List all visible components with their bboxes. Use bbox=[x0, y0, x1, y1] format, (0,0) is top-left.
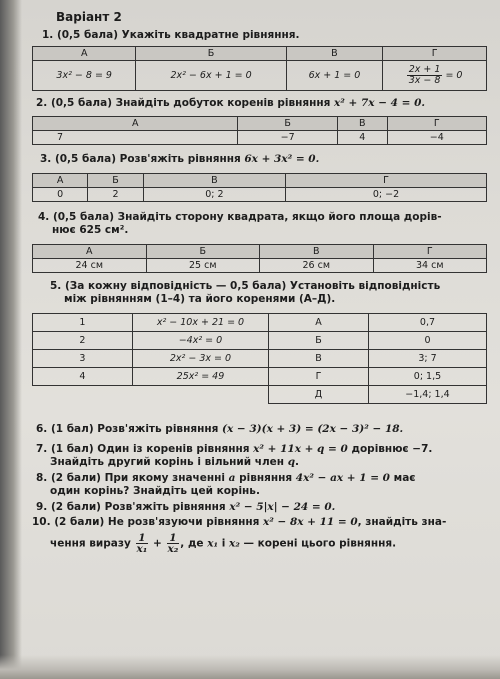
answer-roots: 3; 7 bbox=[368, 350, 486, 368]
question-10-line2 bbox=[32, 533, 487, 554]
equation-number: 2 bbox=[33, 332, 133, 350]
question-8-suffix: має bbox=[389, 472, 416, 484]
question-8-text: 8. (2 бали) При якому значенні bbox=[36, 472, 229, 484]
root-x1: x₁ bbox=[207, 537, 219, 550]
option-g: −4 bbox=[387, 131, 486, 145]
period: . bbox=[295, 456, 300, 468]
page-shadow-left bbox=[0, 0, 22, 679]
question-3-options bbox=[32, 173, 487, 202]
question-9 bbox=[36, 501, 487, 514]
question-2-options bbox=[32, 116, 487, 145]
question-3-equation: 6x + 3x² = 0. bbox=[244, 153, 320, 165]
option-g-fraction bbox=[407, 65, 443, 86]
question-6-text: 6. (1 бал) Розв'яжіть рівняння bbox=[36, 423, 222, 435]
question-3 bbox=[40, 153, 487, 166]
answer-letter: Г bbox=[269, 368, 369, 386]
option-v: 4 bbox=[337, 131, 387, 145]
answer-roots: 0; 1,5 bbox=[368, 368, 486, 386]
equation: 2x² − 3x = 0 bbox=[132, 350, 268, 368]
fraction-numerator: 1 bbox=[138, 532, 146, 544]
equation: −4x² = 0 bbox=[132, 332, 268, 350]
fraction-denominator: x₂ bbox=[167, 543, 179, 555]
option-b-header: Б bbox=[238, 117, 337, 131]
option-b-header: Б bbox=[136, 47, 286, 61]
question-7-suffix: дорівнює −7. bbox=[347, 443, 433, 455]
question-7 bbox=[36, 443, 487, 469]
question-2 bbox=[36, 97, 487, 110]
option-b: 25 см bbox=[146, 259, 260, 273]
answer-roots: 0 bbox=[368, 332, 486, 350]
question-7-line2 bbox=[36, 456, 487, 469]
question-10-line2-text: чення виразу bbox=[50, 537, 135, 550]
answer-letter: Б bbox=[269, 332, 369, 350]
option-g: 0; −2 bbox=[285, 188, 486, 202]
option-g-header: Г bbox=[285, 174, 486, 188]
equation-number: 4 bbox=[33, 368, 133, 386]
fraction-rhs: = 0 bbox=[445, 70, 463, 81]
question-1-options bbox=[32, 46, 487, 91]
option-v-header: В bbox=[286, 47, 382, 61]
question-4-text-line1: 4. (0,5 бала) Знайдіть сторону квадрата, якщо його площа дорів- bbox=[38, 211, 442, 223]
option-g-header: Г bbox=[373, 245, 487, 259]
question-7-text: 7. (1 бал) Один із коренів рівняння bbox=[36, 443, 254, 455]
question-8-mid: рівняння bbox=[235, 472, 296, 484]
option-b: 2 bbox=[88, 188, 143, 202]
question-10 bbox=[32, 516, 487, 554]
root-x2: x₂ bbox=[228, 537, 240, 550]
answer-roots: 0,7 bbox=[368, 314, 486, 332]
question-5-text-line2: між рівнянням (1–4) та його коренями (А–Д). bbox=[64, 293, 336, 305]
question-4-options bbox=[32, 244, 487, 273]
fraction-numerator: 1 bbox=[169, 532, 177, 544]
page-shadow-bottom bbox=[0, 655, 500, 679]
question-7-line2-text: Знайдіть другий корінь і вільний член bbox=[50, 456, 288, 468]
question-4 bbox=[38, 211, 487, 237]
conjunction: і bbox=[218, 537, 229, 550]
variable-a: a bbox=[228, 472, 236, 484]
question-10-suffix: , знайдіть зна- bbox=[357, 516, 447, 528]
option-a-header: А bbox=[33, 245, 147, 259]
option-v-header: В bbox=[260, 245, 374, 259]
worksheet-content bbox=[32, 10, 487, 554]
empty-cell bbox=[33, 386, 133, 404]
question-8 bbox=[36, 472, 487, 498]
question-7-equation: x² + 11x + q = 0 bbox=[253, 443, 348, 455]
question-6-equation: (x − 3)(x + 3) = (2x − 3)² − 18. bbox=[221, 423, 404, 435]
fraction-denominator: x₁ bbox=[136, 543, 148, 555]
question-1 bbox=[42, 29, 487, 42]
option-a: 7 bbox=[33, 131, 238, 145]
question-10-equation: x² − 8x + 11 = 0 bbox=[262, 516, 358, 528]
question-2-text: 2. (0,5 бала) Знайдіть добуток коренів рівняння bbox=[36, 97, 335, 109]
option-b-header: Б bbox=[146, 245, 260, 259]
question-5 bbox=[50, 280, 487, 306]
option-a: 0 bbox=[33, 188, 88, 202]
equation: 25x² = 49 bbox=[132, 368, 268, 386]
fraction-1-over-x1 bbox=[134, 533, 149, 554]
option-b-header: Б bbox=[88, 174, 143, 188]
question-8-line2: один корінь? Знайдіть цей корінь. bbox=[50, 485, 260, 497]
equation-number: 1 bbox=[33, 314, 133, 332]
question-9-equation: x² − 5|x| − 24 = 0. bbox=[229, 501, 336, 513]
question-4-text-line2: нює 625 см². bbox=[52, 224, 129, 236]
option-v-header: В bbox=[143, 174, 285, 188]
option-a-header: А bbox=[33, 117, 238, 131]
option-b: −7 bbox=[238, 131, 337, 145]
option-g-header: Г bbox=[387, 117, 486, 131]
option-a: 3x² − 8 = 9 bbox=[33, 61, 136, 91]
question-10-end: — корені цього рівняння. bbox=[239, 537, 397, 550]
question-6 bbox=[36, 423, 487, 436]
fraction-numerator: 2x + 1 bbox=[408, 64, 441, 75]
variant-title: Варіант 2 bbox=[56, 10, 122, 24]
answer-letter: Д bbox=[269, 386, 369, 404]
equation: x² − 10x + 21 = 0 bbox=[132, 314, 268, 332]
option-g-header: Г bbox=[383, 47, 487, 61]
fraction-denominator: 3x − 8 bbox=[408, 75, 441, 86]
option-a-header: А bbox=[33, 47, 136, 61]
answer-letter: В bbox=[269, 350, 369, 368]
option-a: 24 см bbox=[33, 259, 147, 273]
option-v-header: В bbox=[337, 117, 387, 131]
option-v: 26 см bbox=[260, 259, 374, 273]
equation-number: 3 bbox=[33, 350, 133, 368]
empty-cell bbox=[132, 386, 268, 404]
question-5-text-line1: 5. (За кожну відповідність — 0,5 бала) Установіть відповідність bbox=[50, 280, 441, 292]
question-9-text: 9. (2 бали) Розв'яжіть рівняння bbox=[36, 501, 230, 513]
question-3-text: 3. (0,5 бала) Розв'яжіть рівняння bbox=[40, 153, 245, 165]
variable-q: q bbox=[287, 456, 296, 468]
answer-letter: А bbox=[269, 314, 369, 332]
plus-sign: + bbox=[152, 537, 162, 550]
answer-roots: −1,4; 1,4 bbox=[368, 386, 486, 404]
option-b: 2x² − 6x + 1 = 0 bbox=[136, 61, 286, 91]
option-a-header: А bbox=[33, 174, 88, 188]
question-8-equation: 4x² − ax + 1 = 0 bbox=[295, 472, 390, 484]
question-2-equation: x² + 7x − 4 = 0. bbox=[334, 97, 426, 109]
question-10-where: , де bbox=[180, 537, 208, 550]
option-g bbox=[383, 61, 487, 91]
option-v: 6x + 1 = 0 bbox=[286, 61, 382, 91]
question-1-text: 1. (0,5 бала) Укажіть квадратне рівняння. bbox=[42, 29, 300, 41]
question-5-matching-table bbox=[32, 313, 487, 404]
question-10-text: 10. (2 бали) Не розв'язуючи рівняння bbox=[32, 516, 263, 528]
option-g: 34 см bbox=[373, 259, 487, 273]
option-v: 0; 2 bbox=[143, 188, 285, 202]
fraction-1-over-x2 bbox=[165, 533, 180, 554]
